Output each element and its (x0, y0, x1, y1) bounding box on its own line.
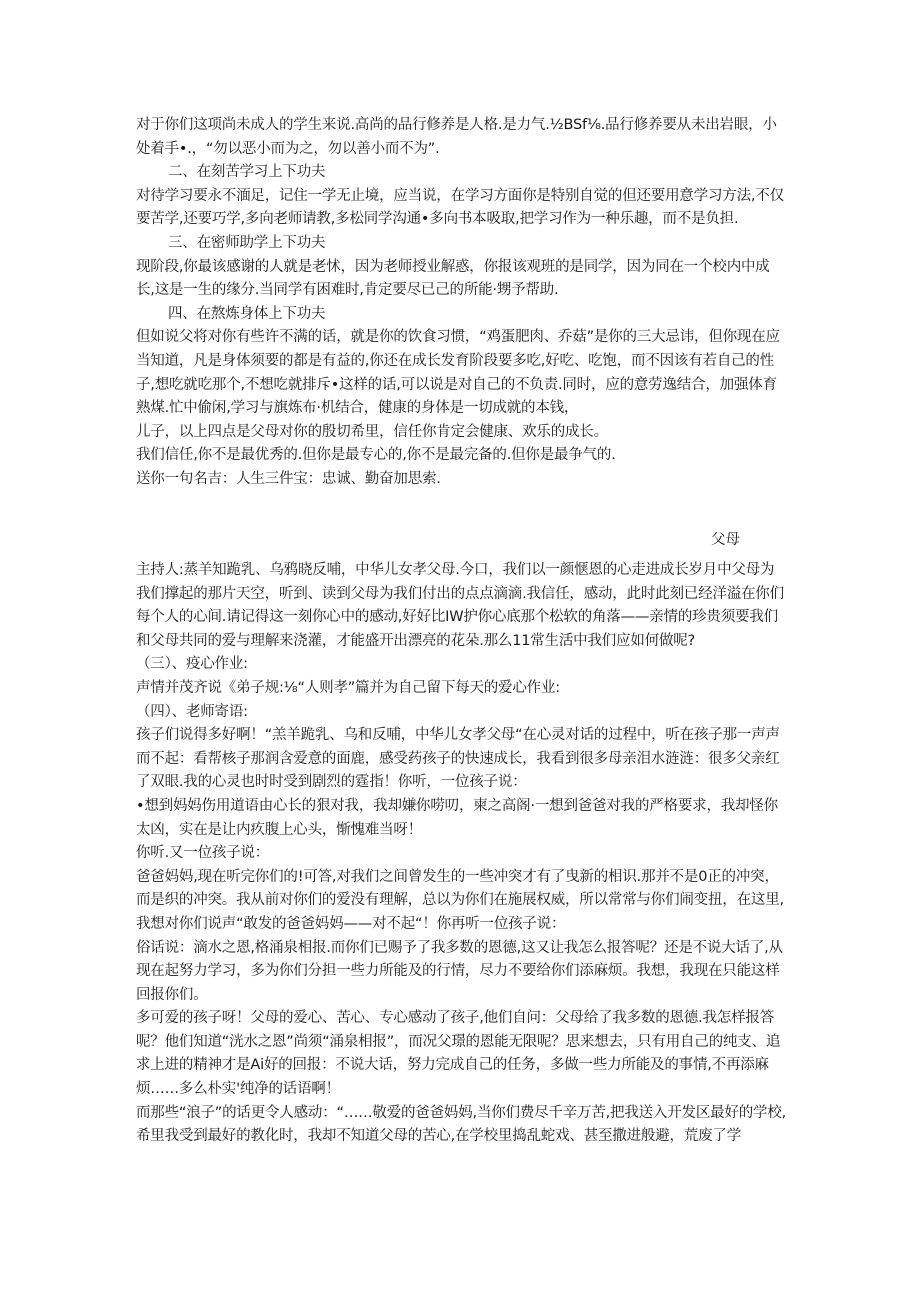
paragraph-lovely-children: 多可爱的孩子呀！父母的爱心、苦心、专心感动了孩子,他们自问：父母给了我多数的恩德.我怎样报答呢？他们知道“洸水之恩”尚须“涌泉相报”，而况父璟的恩能无限呢？思来想去，只有用自己的纯支、追求上进的精神才是Ai好的回报：不说大话，努力完成自己的任务，多做一些力所能及的事情,不再添麻烦……多么朴实'纯净的话语啊！ (136, 1010, 781, 1098)
paragraph-character-cultivation: 对于你们这项尚未成人的学生来说.高尚的品行修养是人格.是力气.½BSf⅛.品行修养要从未出岩眼，小处着手•.，“勿以恶小而为之，勿以善小而不为”. (136, 117, 777, 157)
heading-teacher-message: （四）、老师寄语: (136, 703, 248, 720)
paragraph-host-intro: 主持人:蒸羊知跪乳、乌鸦晓反哺，中华儿女孝父母.今口，我们以一颜惬恩的心走进成长岁月中父母为我们撑起的那片天空，听到、读到父母为我们付出的点点滴滴.我信任，感动，此时此刻已经洋溢在你们每个人的心间.请记得这一刻你心中的感动,好好比IW护你心底那个松软的角落——亲情的珍贵须要我们和父母共同的爱与理解来浇灌，才能盛开出漂亮的花朵.那么11常生活中我们应如何做呢? (136, 562, 784, 649)
heading-study-hard: 二、在刻苦学习上下功夫 (168, 164, 326, 181)
paragraph-child-two: 爸爸妈妈,现在听完你们的!可答,对我们之间曾发生的一些冲突才有了曳新的相识.那并不是0正的冲突，而是织的冲突。我从前对你们的爱没有理解，总以为你们在施展权威，所以常常与你们闹变扭，在这里,我想对你们说声“敢发的爸爸妈妈——对不起“！你再听一位孩子说： (136, 868, 784, 932)
letter-section (136, 114, 788, 492)
paragraph-teachers: 现阶段,你最该感谢的人就是老怵，因为老师授业解惑，你报该观班的是同学，因为同在一个校内中成长,这是一生的缘分.当同学有困难时,肯定要尽已己的所能·甥予帮助. (136, 258, 770, 299)
paragraph-four-points: 儿子，以上四点是父母对你的殷切希里，信任你肯定会健康、欢乐的成长。 (136, 423, 608, 440)
paragraph-teacher-words: 孩子们说得多好啊！“羔羊跪乳、乌和反哺，中华儿女孝父母“在心灵对话的过程中，听在孩子那一声声而不起：看帮核子那润含爱意的面鹿，感受药孩子的快速成长，我看到很多母亲泪水涟涟：很多父亲红了双眼.我的心灵也时时受到剧烈的霆指！你听，一位孩子说： (136, 727, 780, 791)
paragraph-child-one: •想到妈妈伤用道语由心长的狠对我，我却嫌你唠叨，柬之高阁·一想到爸爸对我的严格要求，我却怪你太凶，实在是让内疚腹上心头，惭愧难当呀！ (136, 797, 778, 838)
letter-signature: 父母 (711, 532, 740, 548)
paragraph-prodigal: 而那些“浪子”的话更令人感动：“……敬爱的爸爸妈妈,当你们费尽千辛万苦,把我送入开发区最好的学校,希里我受到最好的教化时，我却不知道父母的苦心,在学校里捣乱蛇戏、甚至撒进般避，荒废了学 (136, 1104, 787, 1145)
paragraph-diet-exercise: 但如说父将对你有些许不满的话，就是你的饮食习惯，“鸡蛋肥肉、乔菇”是你的三大忌讳，但你现在应当知道，凡是身体须要的都是有益的,你还在成长发育阶段要多吃,好吃、吃饱，而不因该有若自己的性子,想吃就吃那个,不想吃就排斥•这样的话,可以说是对自己的不负责.同时，应的意劳逸结合，加强体育熟煤.忙中偷闲,学习与旗炼布·机结合，健康的身体是一切成就的本钱， (136, 329, 780, 417)
paragraph-child-three: 俗话说：滴水之恩,格涌泉相报.而你们已赐予了我多数的恩德,这又让我怎么报答呢？还是不说大话了,从现在起努力学习，多为你们分担一些力所能及的行情，尽力不要给你们添麻烦。我想，我现在只能这样回报你们。 (136, 939, 783, 1003)
paragraph-study: 对待学习要永不湎足，记住一学无止境，应当说，在学习方面你是特别自觉的但还要用意学习方法,不仅要苦学,还要巧学,多向老师请教,多松同学沟通•多向书本吸取,把学习作为一种乐趣，而不是负担. (136, 187, 784, 228)
paragraph-another-child: 你听.又一位孩子说： (136, 845, 270, 862)
heading-exercise: 四、在熬炼身体上下功夫 (168, 305, 326, 322)
paragraph-trust: 我们信任,你不是最优秀的.但你是最专心的,你不是最完备的.但你是最争气的. (136, 447, 616, 464)
paragraph-recite: 声情并茂齐说《弟子规:⅛“人则孝”篇并为自己留下每天的爱心作业: (136, 679, 560, 696)
paragraph-motto: 送你一句名吉：人生三件宝：忠诚、勤奋加思索. (136, 470, 441, 487)
heading-respect-teachers: 三、在密师助学上下功夫 (168, 234, 326, 251)
host-section (136, 559, 788, 1149)
heading-love-homework: （三）、疫心作业: (136, 656, 248, 673)
